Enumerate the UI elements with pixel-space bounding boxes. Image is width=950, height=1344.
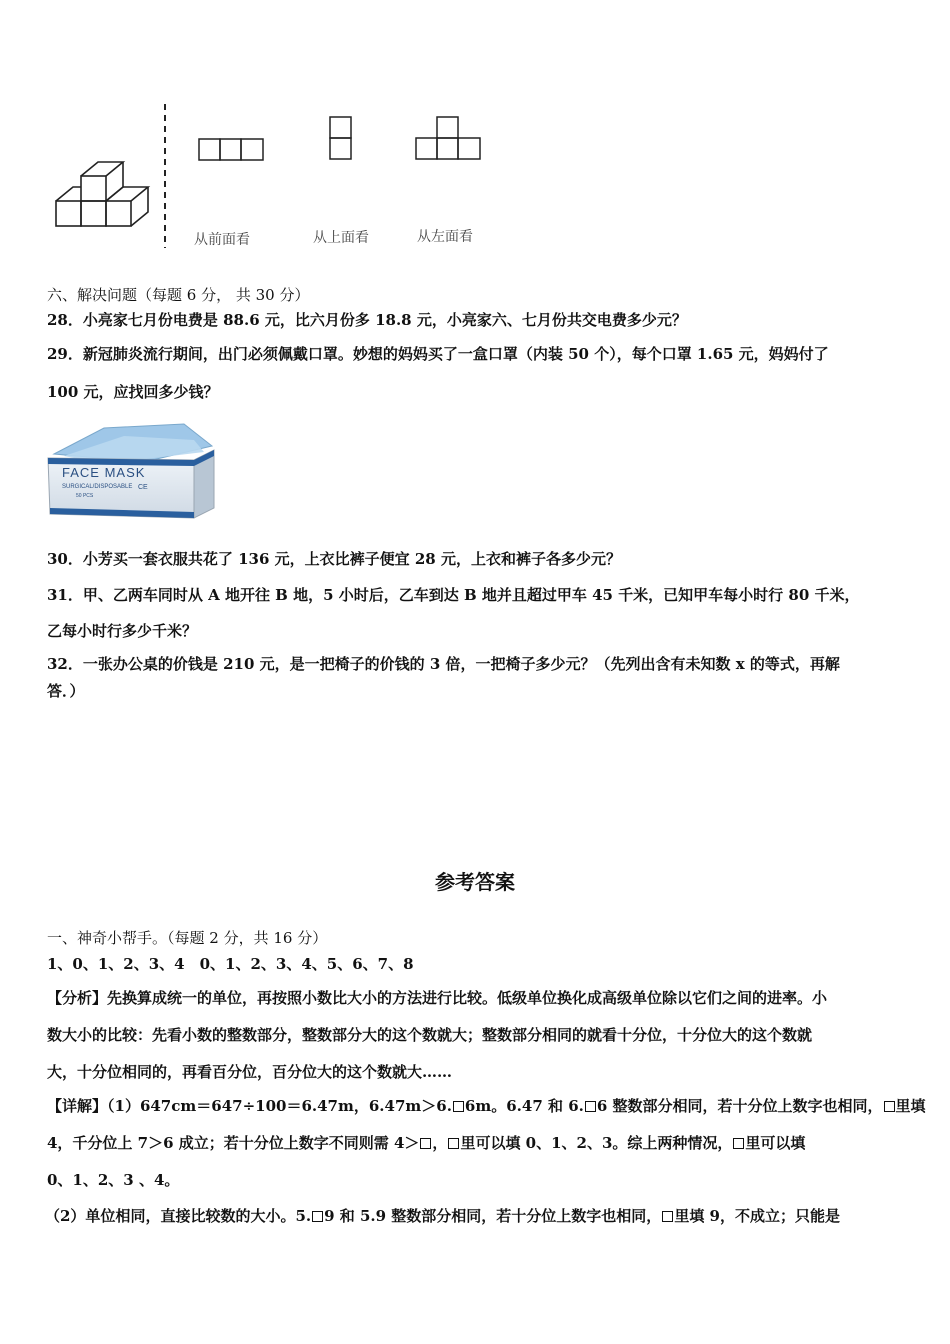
mask-box-brand: FACE MASK [62, 465, 146, 480]
detail-line2-part-b: ， [432, 1134, 448, 1152]
answer-1: 1、0、1、2、3、4 0、1、2、3、4、5、6、7、8 [47, 955, 414, 973]
question-29-line2: 100 元，应找回多少钱？ [47, 383, 219, 401]
cube-views-figure [0, 0, 950, 260]
analysis-line1: 【分析】先换算成统一的单位，再按照小数比大小的方法进行比较。低级单位换化成高级单位除以它们之间的进率。小 [47, 989, 828, 1007]
question-28: 28．小亮家七月份电费是 88.6 元，比六月份多 18.8 元，小亮家六、七月份共交电费多少元？ [47, 311, 687, 329]
analysis-line3: 大，十分位相同的，再看百分位，百分位大的这个数就大…… [47, 1063, 453, 1081]
cube-solid-drawing [56, 162, 148, 226]
blank-box [733, 1138, 744, 1149]
detail-line3: 0、1、2、3 、4。 [47, 1171, 180, 1189]
answers-title: 参考答案 [435, 870, 515, 894]
answers-section1-header: 一、神奇小帮手。（每题 2 分，共 16 分） [47, 929, 328, 947]
detail-line4-part-b: 9 和 5.9 整数部分相同，若十分位上数字也相同， [324, 1207, 662, 1225]
detail-line4-part-c: 里填 9，不成立；只能是 [674, 1207, 840, 1225]
mask-box-count: 50 PCS [76, 493, 94, 499]
mask-box-subtitle: SURGICAL/DISPOSABLE [62, 484, 133, 490]
blank-box [585, 1101, 596, 1112]
detail-line1-part-c: 6 整数部分相同，若十分位上数字也相同， [596, 1097, 883, 1115]
detail-line4 [45, 1206, 840, 1226]
detail-line1-part-b: 6m。6.47 和 6. [464, 1097, 584, 1115]
question-29-line1: 29．新冠肺炎流行期间，出门必须佩戴口罩。妙想的妈妈买了一盒口罩（内装 50 个），每个口罩 1.65 元，妈妈付了 [47, 345, 829, 363]
question-30: 30．小芳买一套衣服共花了 136 元，上衣比裤子便宜 28 元，上衣和裤子各多少元？ [47, 550, 621, 568]
detail-line2-part-c: 里可以填 0、1、2、3。综上两种情况， [460, 1134, 733, 1152]
question-32-line1: 32．一张办公桌的价钱是 210 元，是一把椅子的价钱的 3 倍，一把椅子多少元？（先列出含有未知数 x 的等式，再解 [47, 655, 840, 673]
detail-line2-part-d: 里可以填 [745, 1134, 806, 1152]
top-view-label: 从上面看 [313, 230, 369, 246]
section6-header: 六、解决问题（每题 6 分， 共 30 分） [47, 286, 310, 304]
left-view-drawing [416, 117, 480, 159]
question-32-line2: 答．） [47, 682, 85, 700]
detail-line2-part-a: 4，千分位上 7＞6 成立；若十分位上数字不同则需 4＞ [47, 1134, 420, 1152]
analysis-line2: 数大小的比较：先看小数的整数部分，整数部分大的这个数就大；整数部分相同的就看十分位，十分位大的这个数就 [47, 1026, 813, 1044]
top-view-drawing [330, 117, 351, 159]
front-view-label: 从前面看 [194, 232, 250, 248]
blank-box [312, 1211, 323, 1222]
detail-line1 [47, 1096, 926, 1116]
blank-box [884, 1101, 895, 1112]
detail-line4-part-a: （2）单位相同，直接比较数的大小。5. [45, 1207, 312, 1225]
blank-box [662, 1211, 673, 1222]
blank-box [448, 1138, 459, 1149]
question-31-line1: 31．甲、乙两车同时从 A 地开往 B 地，5 小时后，乙车到达 B 地并且超过甲车 45 千米，已知甲车每小时行 80 千米， [47, 586, 860, 604]
question-31-line2: 乙每小时行多少千米？ [47, 622, 198, 640]
detail-line2 [47, 1133, 805, 1153]
detail-line1-part-a: 【详解】（1）647cm＝647÷100＝6.47m，6.47m＞6. [47, 1097, 452, 1115]
detail-line1-part-d: 里填 [895, 1097, 926, 1115]
left-view-label: 从左面看 [417, 229, 473, 245]
front-view-drawing [199, 139, 263, 160]
mask-box-ce-mark: CE [138, 484, 148, 491]
blank-box [453, 1101, 464, 1112]
blank-box [420, 1138, 431, 1149]
